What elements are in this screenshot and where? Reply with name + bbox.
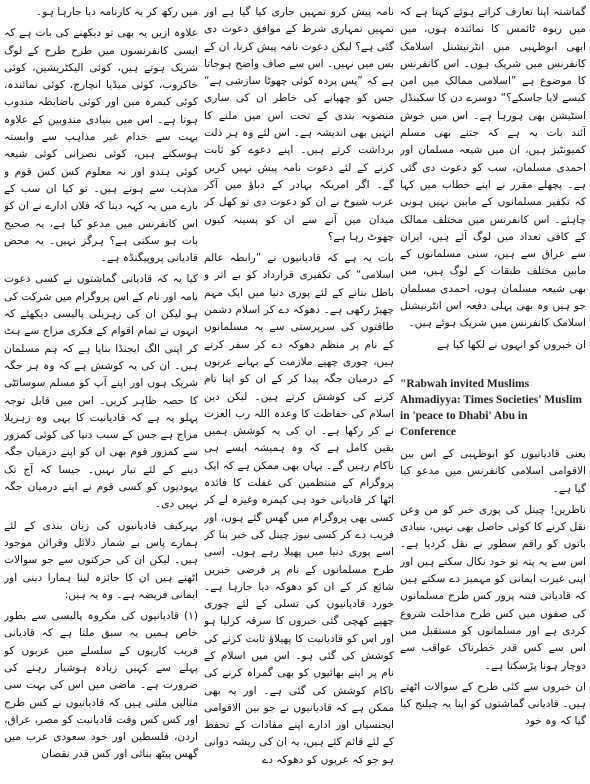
paragraph: گماشتہ اپنا تعارف کراتے ہوئے کہتا ہے کہ میں ربوہ ٹائمس کا نمائندہ ہوں، میں ابھی ابوظہبی میں انٹرنیشنل اسلامک کانفرنس میں شریک ہوں۔ اس کانفرنس کا موضوع ہے ”اسلامی ممالک میں امن کیسے لایا جاسکے؟“ دوسرے دن کا سکینڈل اسٹیشن بھی ہورہا ہے۔ اس میں خوش آئند بات یہ ہے کہ جتنے بھی مسلم کمیونٹیز ہیں، ان میں شیعہ مسلمان اور احمدی مسلمان، سب کو دعوت دی گئی ہے۔ پچھلے مقرر نے اپنے خطاب میں کہا کہ تکفیر مسلمانوں کے مابین نہیں ہونی چاہئے۔ اس کانفرنس میں مختلف ممالک کے کافی تعداد میں لوگ آئے ہیں، ایران سے عراق سے ہیں، سنی مسلمانوں کے مابین مختلف طبقات کے لوگ ہیں، میں بھی شیعہ مسلمان ہوں، احمدی مسلمان جو ہیں وہ بھی پہلی دفعہ اس انٹرنیشنل اسلامک کانفرنس میں شریک ہوئے ہیں۔	[400, 6, 586, 330]
paragraph: بات یہ ہے کہ قادیانیوں نے ”رابطہ عالم اسلامی“ کی تکفیری قرارداد کو بے اثر و باطل بنانے کے لئے پوری دنیا میں ایک مہم چھیڑ رکھی ہے۔ دھوکہ دے کر اسلام دشمن طاقتوں کی سرپرستی سے یہ مسلمانوں کے نام پر منظم دھوکہ دے کر سفر کرتے ہیں، چوری چھپے ملازمت کے بہانے عربوں کے درمیان جگہ پیدا کر کے ان کو اپنا تام کرنے کی کوشش کرتے ہیں۔ لیکن دین اسلام کی حفاظت کا وعدہ اللہ رب العزت نے کر رکھا ہے۔ ان کی یہ کوشش ہمیں یقین کامل ہے کہ وہ ہمیشہ ایسے ہی ناکام رہیں گے۔ یہاں بھی ممکن ہے کہ ایک پروگرام کے منتظمین کی غفلت کا فائدہ اٹھا کر قادیانی خود ہی کیمرہ وغیرہ لے کر کسی بھی پروگرام میں گھس گئے ہوں، اور فریب دے کر کسی نیوز چینل کی خبر بنا کر اسے پوری دنیا میں پھیلا رہے ہوں۔ اسی طرح مسلمانوں کے نام پر فرضی خبریں شائع کر کے ان کو دھوکہ دیا جارہا ہے۔ خورد قادیانیوں کی تسلی کے لئے چوری چھپے کھچی گئی خبروں کا سرقہ کرلیا ہو اور اس کو قادیانیت کا پھیلاؤ ثابت کرنے کی کوشش کی گئی ہو۔ اس میں اسلام کے نام پر اپنے بھائیوں کو بھی گمراہ کرنے کی ناکام کوشش کی گئی ہے۔ اور یہ بھی ممکن ہے کہ قادیانیوں نے جو بین الاقوامی ایجنسیاں اور ادارے اپنے مفادات کے تحفظ کے لئے قائم کئے ہیں، یہ ان کی ریشہ دوانی ہو جو کہ عربوں کو دھوکہ دے	[204, 252, 394, 766]
paragraph: علاوہ ازیں یہ بھی تو دیکھنے کی بات ہے کہ ایسی کانفرنسوں میں طرح طرح کے لوگ شریک ہوتے ہیں، کوئی الیکٹریشین، کوئی خاکروب، کوئی میڈیا انچارج، کوئی نمائندہ، کوئی کیمرہ مین اور کوئی باضابطہ مندوب ہوتا ہے۔ اس میں بنیادی مندوبین کے علاوہ بہت سے خدام غیر مذاہب سے وابستہ ہوسکتے ہیں، کوئی نصرانی کوئی شیعہ کوئی ہندو اور نہ معلوم کس کس قوم و مذہب سے ہوتے ہیں۔ تو کیا ان سب کے بارے میں یہ کہہ دینا کہ فلاں ادارے نے ان کو اس کانفرنس میں مدعو کیا ہے، یہ صحیح بات ہو سکتی ہے؟ ہرگز نہیں۔ یہ محض قادیانی پروپیگنڈہ ہے۔	[4, 27, 198, 265]
paragraph: ناظرین! چینل کی پوری خبر کو من وعن نقل کرنے کا کوئی حاصل بھی نہیں، بنیادی باتوں کو راقم سطور نے نقل کردیا ہے۔ اس سے یہ پتہ تو خود نکال سکتے ہیں اور اپنی غیرت ایمانی کو مہمیز دے سکتے ہیں کہ قادیانی فتنہ پرور کس طرح مسلمانوں کی صفوں میں کس طرح مداخلت شروع کردی ہے اور مسلمانوں کو مستقبل میں اس سے کس قدر خطرناک عواقب سے دوچار ہونا پڑسکتا ہے۔	[400, 503, 586, 672]
paragraph: (۱) قادیانیوں کی مکروہ پالیسی سے بطور خاص ہمیں یہ سبق ملتا ہے کہ قادیانی فریب کاریوں کے سلسلے میں عربوں کو پہلے سے کہیں زیادہ ہوشیار رہنے کی ضرورت ہے۔ ماضی میں اس کی بہت سی مثالیں ملتی ہیں کہ قادیانیوں نے کس طرح اور کس کس وقت قادیانیت کو مصر، عراق، اردن، فلسطین اور خود سعودی عرب میں گھس پیٹھ بنائی اور کس قدر نقصان	[4, 610, 198, 761]
paragraph: بہرکیف قادیانیوں کی زبان بندی کے لئے ہمارے پاس بے شمار دلائل وقرائن موجود ہیں۔ لیکن ان کی حرکتوں سے جو سوالات اٹھتے ہیں ان کا جائزہ لینا ہمارا دینی اور ایمانی فریضہ ہے۔ وہ یہ ہیں:	[4, 519, 198, 601]
column-right	[400, 4, 586, 782]
column-middle	[204, 4, 394, 782]
paragraph: نامہ پیش کرو تمہیں جاری کیا گیا ہے اور تمہیں تمہاری شرط کے موافق دعوت دی گئی ہے؟ لیکن دعوت نامہ پیش کرنا، ان کے بس میں نہیں۔ اس سے صاف واضح ہوجاتا ہے کہ ”پس پردہ کوئی چھوٹا سازشی ہے“ جس کو چھپانے کی خاطر ان کی ساری منصوبہ بندی کے تحت اس میں ملنے کا انہیں بھی اندیشہ ہے۔ اس لئے وہ ہر ذلت برداشت کرتے ہیں۔ اپنے دعوے کو ثابت کرنے کے لئے دعوت نامہ پیش نہیں کریں گے۔ اگر امریکہ بہادر کے دباؤ میں آکر عرب شیوخ نے ان کو دعوت دی تو کھل کر میدان میں آنے سے ان کو پسینہ کیوں چھوٹ رہا ہے؟	[204, 6, 394, 243]
english-quote: "Rabwah invited Muslims Ahmadiyya: Times Societies' Muslim in 'peace to Dhabi' Abu in Conference	[400, 377, 582, 438]
paragraph: ان خبروں سے کئی طرح کے سوالات اٹھتے ہیں۔ قادیانی گماشتوں کو اپنا یہ چیلنج کیا گیا کہ وہ خود	[400, 680, 586, 728]
paragraph: یعنی قادیانیوں کو ابوظہبی کے اس بین الاقوامی اسلامی کانفرنس میں مدعو کیا گیا ہے۔	[400, 447, 586, 495]
paragraph-intro: ان خبروں کو انہوں نے لکھا کیا ہے	[437, 338, 586, 351]
column-left	[4, 4, 198, 782]
paragraph: میں رکھ کر یہ کارنامہ دیا جارہا ہو۔	[36, 6, 198, 18]
paragraph: کیا یہ کہ قادیانی گماشتوں نے کسی دعوت نامہ اور نام کے اس پروگرام میں شرکت کی ہو لیکن ان کی زہریلی پالیسی دیکھئے کہ انہوں نے تمام اقوام کے فکری مزاج سے ہٹ کر اپنی الگ ایجنڈا بنایا ہے کہ ہم مسلمان ہیں۔ ان کی یہ کوشش ہے کہ وہ ہر جگہ شریک ہوں اور اپنے آپ کو مسلم سوسائٹی کا حصہ ظاہر کریں۔ اس میں قابل توجہ پہلو یہ ہے کہ قادیانیت کا یہی وہ زہریلا مزاج ہے جس کے سبب دنیا کی کوئی کمزور سے کمزور قوم بھی ان کو اپنے درمیان جگہ دینے کے لئے تیار نہیں۔ جیسا کہ آج تک یہودیوں کو کسی قوم نے اپنے درمیان جگہ نہیں دی۔	[4, 273, 198, 511]
